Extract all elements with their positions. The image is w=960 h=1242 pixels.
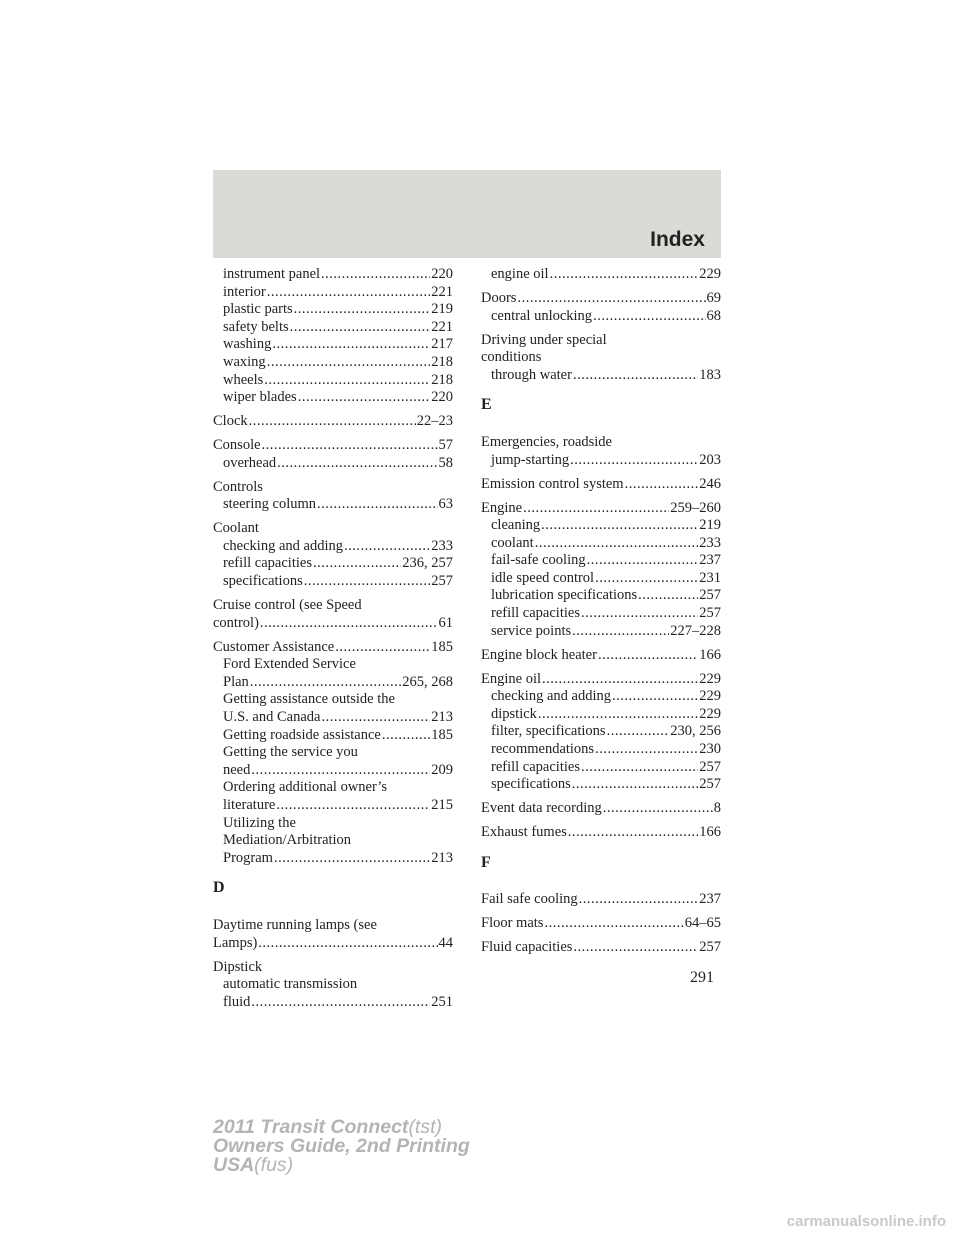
dot-leader <box>541 517 698 535</box>
entry-text: central unlocking <box>491 307 593 324</box>
index-subentry <box>213 832 453 850</box>
index-subentry <box>213 815 453 833</box>
entry-text: Program <box>223 849 273 866</box>
dot-leader <box>260 615 438 633</box>
dot-leader <box>595 741 698 759</box>
index-term <box>481 349 721 367</box>
index-term <box>481 332 721 350</box>
dot-leader <box>262 437 438 455</box>
page-reference: 219 <box>431 301 453 318</box>
entry-text: Clock <box>213 413 248 430</box>
dot-leader <box>272 336 430 354</box>
footer-market: USA <box>213 1154 255 1176</box>
index-entry <box>213 413 453 431</box>
entry-text: control) <box>213 614 259 631</box>
entry-text: refill capacities <box>491 758 580 775</box>
index-entry <box>481 915 721 933</box>
entry-text: refill capacities <box>491 605 580 622</box>
page-reference: 257 <box>699 587 721 604</box>
entry-text: Daytime running lamps (see <box>213 916 377 933</box>
dot-leader <box>264 372 430 390</box>
dot-leader <box>523 500 669 518</box>
index-subentry <box>481 605 721 623</box>
page-reference: 229 <box>699 266 721 282</box>
page-reference: 229 <box>699 670 721 687</box>
dot-leader <box>276 797 430 815</box>
dot-leader <box>581 759 698 777</box>
entry-text: Ford Extended Service <box>223 656 356 673</box>
entry-text: Plan <box>223 673 249 690</box>
index-subentry <box>213 976 453 994</box>
dot-leader <box>570 452 698 470</box>
page-reference: 185 <box>431 726 453 743</box>
index-subentry <box>213 727 453 745</box>
section-letter: D <box>213 879 225 897</box>
index-subentry <box>481 587 721 605</box>
dot-leader <box>267 354 431 372</box>
page-reference: 57 <box>438 437 453 454</box>
entry-text: washing <box>223 336 272 353</box>
entry-text: Getting the service you <box>223 744 358 761</box>
page-reference: 230, 256 <box>670 723 721 740</box>
entry-text: idle speed control <box>491 569 595 586</box>
dot-leader <box>313 555 401 573</box>
page-reference: 61 <box>438 614 453 631</box>
entry-text: refill capacities <box>223 555 312 572</box>
dot-leader <box>550 266 699 284</box>
entry-text: Engine block heater <box>481 646 597 663</box>
index-subentry <box>481 535 721 553</box>
dot-leader <box>572 623 669 641</box>
entry-text: Event data recording <box>481 800 602 817</box>
entry-text: engine oil <box>491 266 549 282</box>
index-entry <box>481 671 721 794</box>
index-subentry <box>213 779 453 797</box>
dot-leader <box>258 935 437 953</box>
page-reference: 64–65 <box>684 915 721 932</box>
page-reference: 257 <box>699 939 721 956</box>
dot-leader <box>572 776 699 794</box>
watermark: carmanualsonline.info <box>786 1213 946 1230</box>
entry-text: Lamps) <box>213 934 258 951</box>
entry-text: filter, specifications <box>491 723 606 740</box>
page-reference: 233 <box>431 537 453 554</box>
dot-leader <box>544 915 683 933</box>
index-subentry <box>213 762 453 780</box>
dot-leader <box>251 994 430 1012</box>
dot-leader <box>321 709 430 727</box>
dot-leader <box>267 284 431 302</box>
dot-leader <box>595 570 698 588</box>
page-reference: 63 <box>438 496 453 513</box>
entry-text: Emission control system <box>481 475 624 492</box>
section-letter: F <box>481 853 491 871</box>
page-reference: 220 <box>431 266 453 282</box>
dot-leader <box>603 800 713 818</box>
entry-text: fail-safe cooling <box>491 552 586 569</box>
page-reference: 230 <box>699 741 721 757</box>
index-term <box>481 500 721 518</box>
dot-leader <box>250 674 401 692</box>
dot-leader <box>598 647 698 665</box>
index-subentry <box>213 284 453 302</box>
entry-text: Exhaust fumes <box>481 824 567 841</box>
page-reference: 217 <box>431 336 453 353</box>
page-reference: 218 <box>431 371 453 388</box>
entry-text: Fail safe cooling <box>481 891 578 908</box>
entry-text: checking and adding <box>223 537 343 554</box>
page-reference: 166 <box>699 646 721 663</box>
index-subentry <box>213 691 453 709</box>
index-subentry <box>213 389 453 407</box>
entry-text: Emergencies, roadside <box>481 433 612 450</box>
index-subentry <box>481 266 721 284</box>
index-term <box>213 597 453 615</box>
index-term <box>213 959 453 977</box>
page-reference: 221 <box>431 283 453 300</box>
entry-text: safety belts <box>223 318 289 335</box>
page-number: 291 <box>690 969 714 986</box>
index-term <box>481 647 721 665</box>
index-entry <box>213 437 453 472</box>
entry-text: waxing <box>223 353 266 370</box>
page-reference: 8 <box>713 800 721 817</box>
footer-title: 2011 Transit Connect <box>213 1116 409 1138</box>
index-subentry <box>213 656 453 674</box>
page-reference: 68 <box>706 307 721 324</box>
entry-text: Dipstick <box>213 958 263 975</box>
dot-leader <box>581 605 698 623</box>
entry-text: instrument panel <box>223 266 321 282</box>
index-entry <box>213 959 453 1012</box>
index-subentry <box>481 776 721 794</box>
entry-text: specifications <box>491 776 571 793</box>
index-subentry <box>481 570 721 588</box>
page-reference: 166 <box>699 824 721 841</box>
index-subentry <box>213 994 453 1012</box>
page-reference: 251 <box>431 993 453 1010</box>
index-entry <box>213 917 453 952</box>
page-reference: 213 <box>431 849 453 866</box>
entry-text: Doors <box>481 289 517 306</box>
dot-leader <box>538 706 698 724</box>
entry-text: conditions <box>481 349 542 366</box>
dot-leader <box>294 301 431 319</box>
section-title: Index <box>650 228 705 251</box>
entry-text: jump-starting <box>491 451 570 468</box>
index-term <box>481 434 721 452</box>
footer-title-code: (tst) <box>408 1116 443 1138</box>
index-term <box>481 290 721 308</box>
dot-leader <box>251 762 430 780</box>
index-entry <box>213 597 453 632</box>
entry-text: Console <box>213 437 261 454</box>
dot-leader <box>542 671 698 689</box>
page-reference: 183 <box>699 366 721 383</box>
index-subentry <box>481 552 721 570</box>
entry-text: interior <box>223 283 266 300</box>
entry-text: wheels <box>223 371 264 388</box>
page-reference: 203 <box>699 451 721 468</box>
page-reference: 229 <box>699 705 721 722</box>
index-term <box>213 520 453 538</box>
dot-leader <box>321 266 430 284</box>
dot-leader <box>317 496 437 514</box>
index-subentry <box>481 706 721 724</box>
index-subentry <box>213 455 453 473</box>
entry-text: automatic transmission <box>223 976 358 993</box>
page-reference: 229 <box>699 688 721 705</box>
index-subentry <box>213 538 453 556</box>
page-reference: 215 <box>431 796 453 813</box>
index-entry <box>481 647 721 665</box>
entry-text: wiper blades <box>223 389 297 406</box>
index-entry <box>213 639 453 868</box>
index-term <box>481 915 721 933</box>
index-subentry <box>481 367 721 385</box>
dot-leader <box>593 308 705 326</box>
entry-text: literature <box>223 796 276 813</box>
page-reference: 209 <box>431 761 453 778</box>
dot-leader <box>607 723 670 741</box>
page-reference: 219 <box>699 517 721 534</box>
page-reference: 257 <box>699 758 721 775</box>
index-term <box>213 413 453 431</box>
index-term <box>481 891 721 909</box>
entry-text: need <box>223 761 251 778</box>
entry-text: Coolant <box>213 520 259 537</box>
page-reference: 185 <box>431 638 453 655</box>
dot-leader <box>249 413 416 431</box>
dot-leader <box>298 389 431 407</box>
dot-leader <box>335 639 430 657</box>
index-term <box>481 476 721 494</box>
dot-leader <box>625 476 699 494</box>
index-subentry <box>213 301 453 319</box>
entry-text: Fluid capacities <box>481 939 573 956</box>
index-entry <box>481 800 721 818</box>
index-subentry <box>481 308 721 326</box>
entry-text: Ordering additional owner’s <box>223 779 388 796</box>
index-term <box>213 917 453 935</box>
entry-text: overhead <box>223 454 277 471</box>
entry-text: checking and adding <box>491 688 611 705</box>
dot-leader <box>579 891 699 909</box>
dot-leader <box>344 538 430 556</box>
index-entry <box>213 479 453 514</box>
page-reference: 22–23 <box>416 413 453 430</box>
page-reference: 233 <box>699 534 721 551</box>
page-reference: 257 <box>431 573 453 590</box>
index-entry <box>481 500 721 641</box>
entry-text: fluid <box>223 993 251 1010</box>
index-subentry <box>213 319 453 337</box>
index-entry <box>481 824 721 842</box>
dot-leader <box>304 573 431 591</box>
index-subentry <box>213 850 453 868</box>
index-subentry <box>213 372 453 390</box>
entry-text: Cruise control (see Speed <box>213 597 362 614</box>
index-entry <box>481 939 721 957</box>
dot-leader <box>290 319 431 337</box>
footer <box>213 1118 470 1175</box>
index-subentry <box>213 573 453 591</box>
index-term <box>213 615 453 633</box>
page-reference: 227–228 <box>670 622 721 639</box>
index-subentry <box>213 336 453 354</box>
entry-text: Mediation/Arbitration <box>223 832 352 849</box>
index-subentry <box>481 517 721 535</box>
index-entry <box>481 332 721 385</box>
index-entry <box>213 266 453 407</box>
dot-leader <box>274 850 430 868</box>
entry-text: recommendations <box>491 741 595 757</box>
index-subentry <box>481 759 721 777</box>
index-term <box>213 639 453 657</box>
dot-leader <box>568 824 698 842</box>
page-reference: 58 <box>438 454 453 471</box>
entry-text: Floor mats <box>481 915 544 932</box>
entry-text: coolant <box>491 534 534 551</box>
index-term <box>213 935 453 953</box>
entry-text: steering column <box>223 496 317 513</box>
page-reference: 246 <box>699 475 721 492</box>
entry-text: Getting assistance outside the <box>223 691 395 708</box>
dot-leader <box>587 552 699 570</box>
entry-text: Driving under special <box>481 331 607 348</box>
index-subentry <box>481 452 721 470</box>
page-reference: 257 <box>699 605 721 622</box>
page-reference: 265, 268 <box>402 673 453 690</box>
index-term <box>481 800 721 818</box>
footer-edition: Owners Guide, 2nd Printing <box>213 1135 470 1157</box>
entry-text: Controls <box>213 478 263 495</box>
index-entry <box>481 434 721 469</box>
index-entry <box>481 891 721 909</box>
page-reference: 44 <box>438 934 453 951</box>
index-term <box>481 671 721 689</box>
entry-text: through water <box>491 366 572 383</box>
footer-market-code: (fus) <box>254 1154 294 1176</box>
index-entry <box>481 266 721 284</box>
page-reference: 257 <box>699 776 721 793</box>
index-entry <box>213 520 453 590</box>
index-column-right <box>481 266 721 963</box>
page-reference: 221 <box>431 318 453 335</box>
entry-text: Engine <box>481 499 523 516</box>
entry-text: cleaning <box>491 517 541 534</box>
index-subentry <box>213 266 453 284</box>
entry-text: dipstick <box>491 705 537 722</box>
entry-text: U.S. and Canada <box>223 709 321 725</box>
page-reference: 213 <box>431 709 453 725</box>
index-subentry <box>481 623 721 641</box>
index-term <box>481 939 721 957</box>
entry-text: service points <box>491 622 572 639</box>
index-subentry <box>213 744 453 762</box>
index-entry <box>481 290 721 325</box>
page-reference: 231 <box>699 569 721 586</box>
index-entry <box>481 476 721 494</box>
entry-text: lubrication specifications <box>491 587 638 604</box>
page-reference: 237 <box>699 891 721 908</box>
entry-text: Engine oil <box>481 670 542 687</box>
index-subentry <box>213 555 453 573</box>
page-reference: 69 <box>706 289 721 306</box>
page-reference: 259–260 <box>670 499 721 516</box>
entry-text: Getting roadside assistance <box>223 726 381 743</box>
index-subentry <box>481 688 721 706</box>
page-reference: 237 <box>699 552 721 569</box>
section-letter: E <box>481 396 492 414</box>
dot-leader <box>517 290 705 308</box>
page-reference: 236, 257 <box>402 555 453 572</box>
index-term <box>481 824 721 842</box>
dot-leader <box>638 587 698 605</box>
index-subentry <box>213 674 453 692</box>
index-term <box>213 479 453 497</box>
entry-text: Customer Assistance <box>213 638 335 655</box>
entry-text: specifications <box>223 573 303 590</box>
dot-leader <box>382 727 430 745</box>
dot-leader <box>612 688 698 706</box>
index-subentry <box>481 741 721 759</box>
index-subentry <box>213 354 453 372</box>
dot-leader <box>573 367 698 385</box>
page-reference: 220 <box>431 389 453 406</box>
index-subentry <box>481 723 721 741</box>
dot-leader <box>573 939 698 957</box>
section-tab <box>213 170 721 258</box>
page-reference: 218 <box>431 353 453 370</box>
entry-text: Utilizing the <box>223 814 296 831</box>
entry-text: plastic parts <box>223 301 293 318</box>
index-subentry <box>213 797 453 815</box>
dot-leader <box>277 455 437 473</box>
index-subentry <box>213 496 453 514</box>
index-term <box>213 437 453 455</box>
dot-leader <box>535 535 699 553</box>
index-column-left <box>213 266 453 1018</box>
index-subentry <box>213 709 453 727</box>
